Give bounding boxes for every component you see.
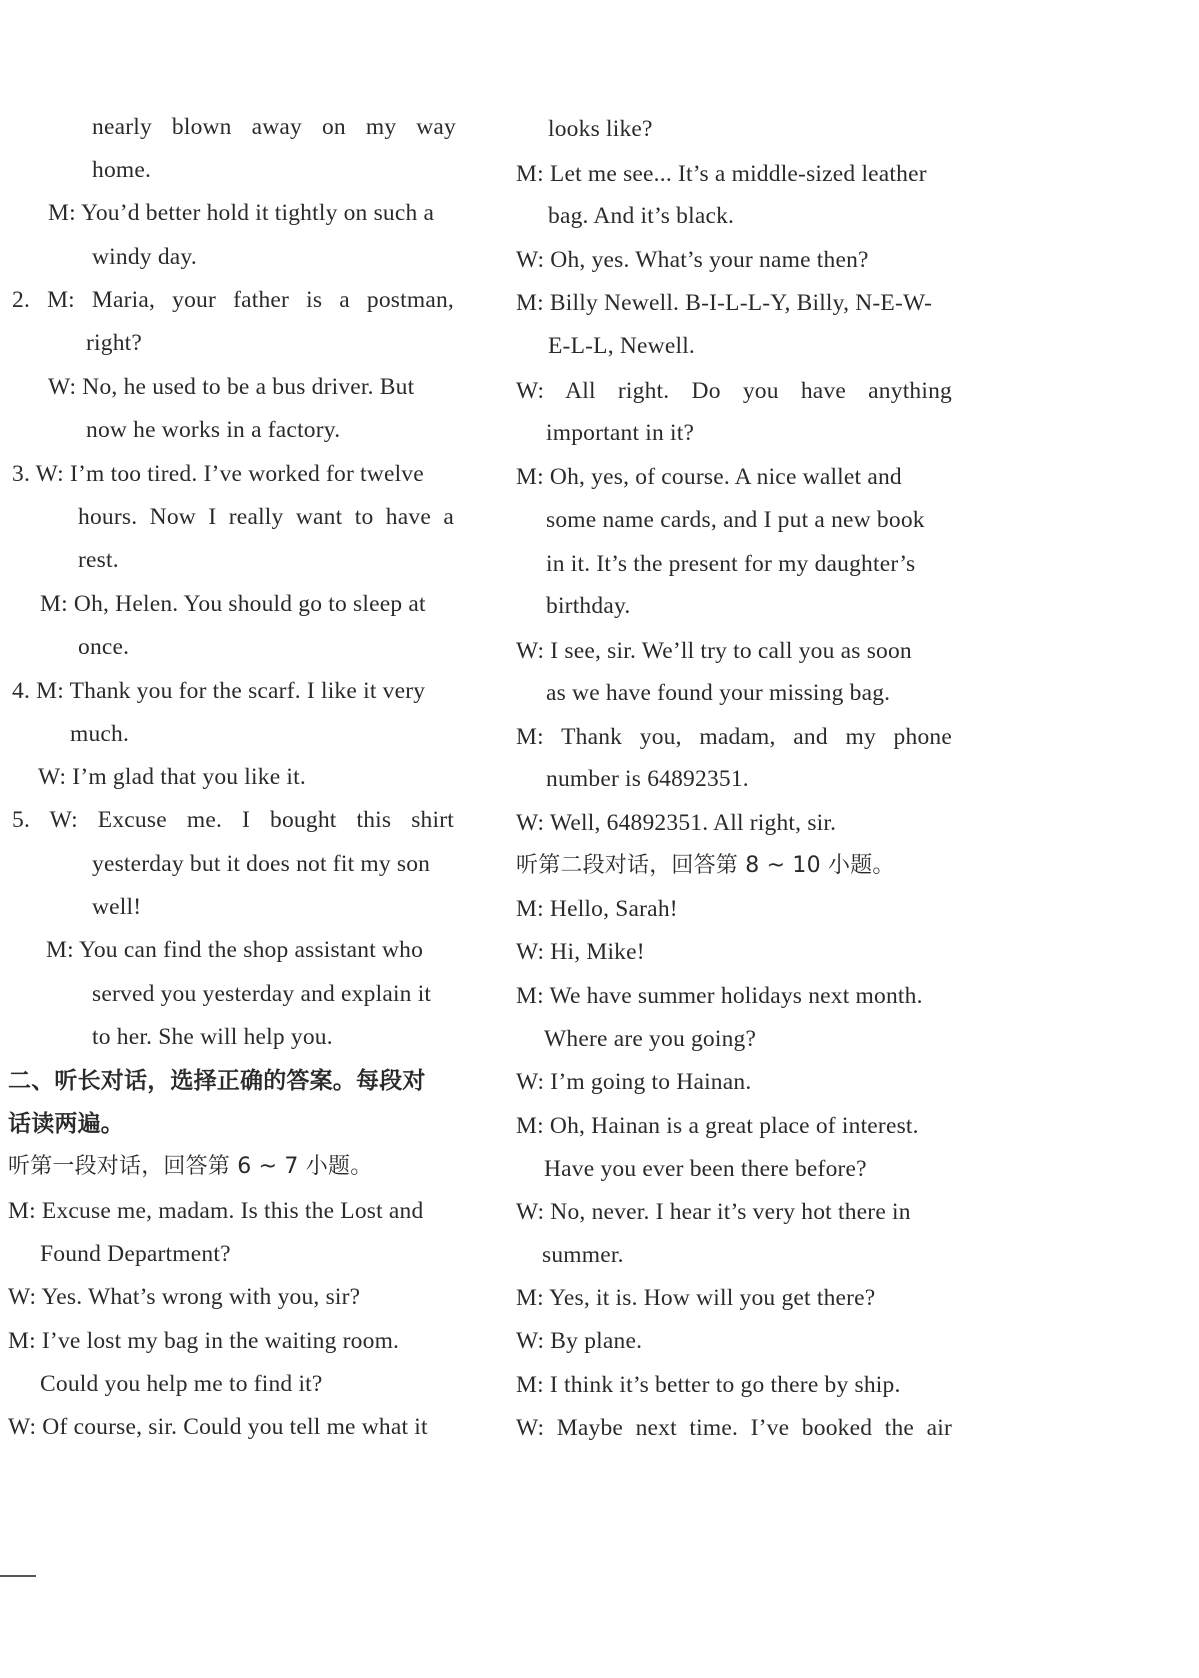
text-line: yesterday but it does not fit my son [92, 851, 431, 877]
text-line: M: Let me see... It’s a middle-sized leather [516, 161, 927, 187]
text-line: bag. And it’s black. [548, 203, 735, 229]
text-line: well! [92, 894, 142, 920]
text-line: rest. [78, 547, 119, 573]
page-edge-rule [0, 1575, 36, 1577]
text-line: right? [86, 330, 143, 356]
text-line: M: I think it’s better to go there by ship. [516, 1372, 901, 1398]
text-line: once. [78, 634, 130, 660]
text-line: W: By plane. [516, 1328, 643, 1354]
text-line: W: No, he used to be a bus driver. But [48, 374, 415, 400]
text-line: W: I see, sir. We’ll try to call you as soon [516, 638, 912, 664]
text-line: M: Billy Newell. B-I-L-L-Y, Billy, N-E-W- [516, 290, 933, 316]
text-line: 4. M: Thank you for the scarf. I like it very [12, 678, 426, 704]
text-line: W: Oh, yes. What’s your name then? [516, 247, 869, 273]
text-line: E-L-L, Newell. [548, 333, 696, 359]
text-line: M: We have summer holidays next month. [516, 983, 923, 1009]
text-line: W: I’m going to Hainan. [516, 1069, 752, 1095]
text-line: M: Oh, Helen. You should go to sleep at [40, 591, 426, 617]
text-line: W: Of course, sir. Could you tell me what it [8, 1414, 428, 1440]
text-line: M: You can find the shop assistant who [46, 937, 424, 963]
text-line: W: All right. Do you have anything [516, 378, 952, 404]
text-line: birthday. [546, 593, 631, 619]
text-line: Where are you going? [544, 1026, 757, 1052]
text-line: W: Well, 64892351. All right, sir. [516, 810, 837, 836]
text-line: much. [70, 721, 130, 747]
text-line: W: Yes. What’s wrong with you, sir? [8, 1284, 361, 1310]
text-line: now he works in a factory. [86, 417, 341, 443]
text-line: Have you ever been there before? [544, 1156, 867, 1182]
text-line: nearly blown away on my way [92, 114, 456, 140]
section-heading: 话读两遍。 [8, 1111, 124, 1137]
text-line: looks like? [548, 116, 653, 142]
text-line: as we have found your missing bag. [546, 680, 891, 706]
text-line: 3. W: I’m too tired. I’ve worked for twelve [12, 461, 424, 487]
text-line: W: Maybe next time. I’ve booked the air [516, 1415, 952, 1441]
text-line: M: Thank you, madam, and my phone [516, 724, 952, 750]
text-line: M: I’ve lost my bag in the waiting room. [8, 1328, 400, 1354]
text-line: M: Hello, Sarah! [516, 896, 678, 922]
text-line: Found Department? [40, 1241, 231, 1267]
text-line: M: Excuse me, madam. Is this the Lost and [8, 1198, 424, 1224]
text-line: W: I’m glad that you like it. [38, 764, 306, 790]
text-line: served you yesterday and explain it [92, 981, 432, 1007]
text-line: home. [92, 157, 152, 183]
text-line: M: Oh, Hainan is a great place of interest. [516, 1113, 919, 1139]
text-line: M: Yes, it is. How will you get there? [516, 1285, 876, 1311]
text-line: some name cards, and I put a new book [546, 507, 925, 533]
text-line: windy day. [92, 244, 197, 270]
text-line: M: Oh, yes, of course. A nice wallet and [516, 464, 902, 490]
text-line: M: You’d better hold it tightly on such a [48, 200, 435, 226]
text-line: W: Hi, Mike! [516, 939, 645, 965]
text-line: hours. Now I really want to have a [78, 504, 454, 530]
dialogue-instruction: 听第一段对话，回答第 6 ~ 7 小题。 [8, 1154, 373, 1179]
text-line: Could you help me to find it? [40, 1371, 323, 1397]
text-line: summer. [542, 1242, 624, 1268]
text-line: 5. W: Excuse me. I bought this shirt [12, 807, 454, 833]
dialogue-instruction: 听第二段对话，回答第 8 ~ 10 小题。 [516, 853, 895, 878]
text-line: to her. She will help you. [92, 1024, 333, 1050]
section-heading: 二、听长对话，选择正确的答案。每段对 [8, 1068, 426, 1094]
text-line: important in it? [546, 420, 695, 446]
text-line: in it. It’s the present for my daughter’s [546, 551, 916, 577]
text-line: W: No, never. I hear it’s very hot there in [516, 1199, 911, 1225]
text-line: number is 64892351. [546, 766, 749, 792]
text-line: 2. M: Maria, your father is a postman, [12, 287, 454, 313]
